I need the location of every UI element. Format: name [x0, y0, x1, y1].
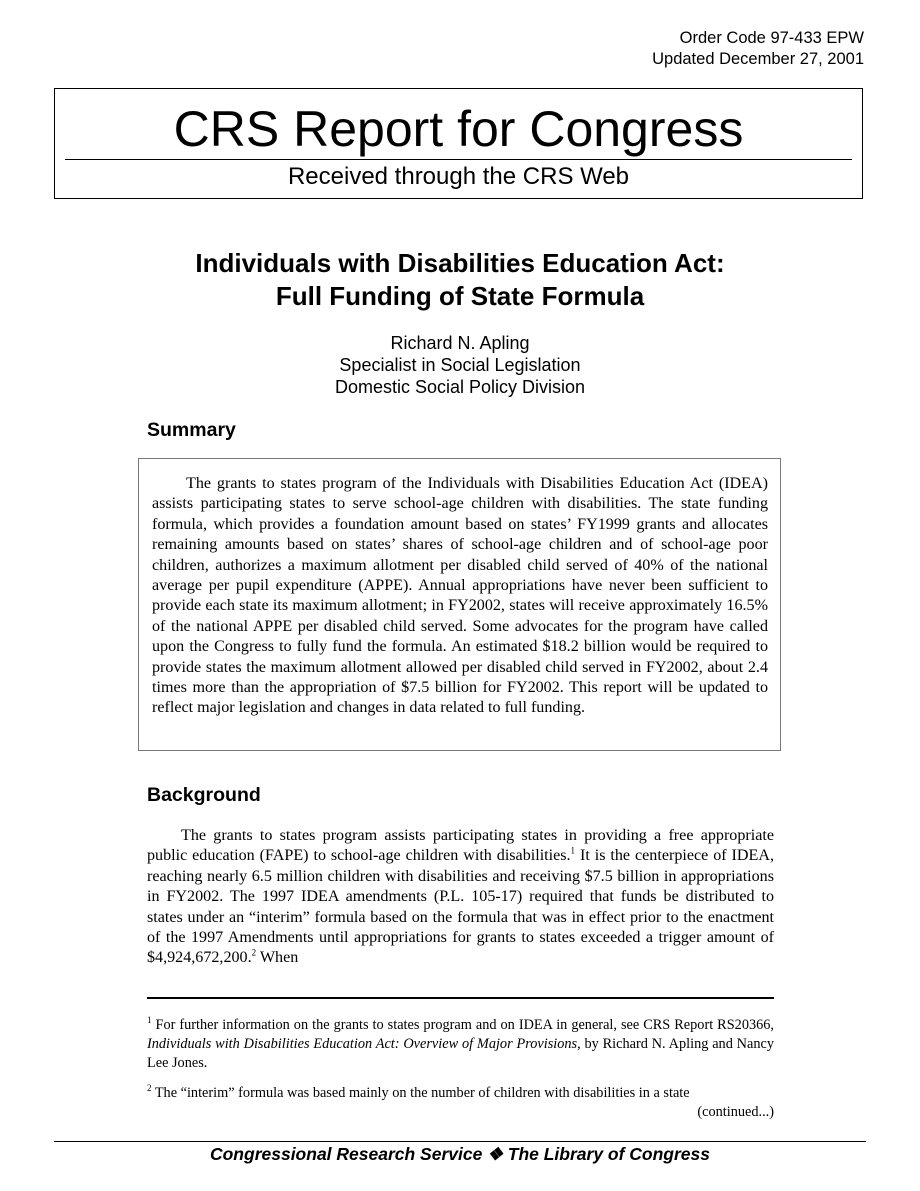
footnote-2-continued: (continued...): [697, 1104, 774, 1120]
background-text-part2: It is the centerpiece of IDEA, reaching nearly 6.5 million children with disabilities and receiving $7.5 billion in appropriations in FY2002. The 1997 IDEA amendments (P.L. 105-17) required that funds be distributed to states under an “interim” formula based on the formula that was in effect prior to the enactment of the 1997 Amendments until appropriations for grants to states exceeded a trigger amount of $4,924,672,200.: [147, 847, 774, 967]
background-text-part3: When: [256, 949, 299, 967]
footer-rule: [54, 1141, 866, 1142]
order-code: Order Code 97-433 EPW: [679, 29, 864, 47]
footnote-1-authors: , by Richard N. Apling and Nancy Lee Jones.: [147, 1036, 774, 1071]
footnote-1-mark: 1: [147, 1015, 152, 1026]
masthead-rule: [65, 159, 852, 160]
author-division: Domestic Social Policy Division: [334, 377, 586, 397]
report-title-line2: Full Funding of State Formula: [275, 281, 645, 311]
footnote-1-citation: Individuals with Disabilities Education Act: Overview of Major Provisions: [147, 1036, 578, 1052]
footnote-ref-1[interactable]: 1: [570, 846, 576, 857]
author-name: Richard N. Apling: [390, 333, 530, 353]
background-section: [147, 826, 774, 969]
summary-box: [138, 458, 781, 751]
summary-heading: Summary: [147, 419, 236, 441]
masthead: [54, 88, 863, 199]
author-block: [0, 332, 920, 398]
summary-text: The grants to states program of the Individuals with Disabilities Education Act (IDEA) assists participating states to serve school-age children with disabilities. The state funding formula, which provides a foundation amount based on states’ FY1999 grants and allocates remaining amounts based on states’ shares of school-age children and of school-age poor children, authorizes a maximum allotment per disabled child served of 40% of the national average per pupil expenditure (APPE). Annual appropriations have never been sufficient to provide each state its maximum allotment; in FY2002, states will receive approximately 16.5% of the national APPE per disabled child served. Some advocates for the program have called upon the Congress to fully fund the formula. An estimated $18.2 billion would be required to provide states the maximum allotment allowed per disabled child served in FY2002, about 2.4 times more than the appropriation of $7.5 billion for FY2002. This report will be updated to reflect major legislation and changes in data related to full funding.: [152, 475, 768, 717]
footnote-2-text: The “interim” formula was based mainly on the number of children with disabilities in a state: [151, 1085, 690, 1101]
masthead-subtitle: Received through the CRS Web: [287, 163, 630, 190]
footnote-1: [147, 1016, 774, 1073]
footnote-2: [147, 1084, 774, 1122]
report-title-line1: Individuals with Disabilities Education Act:: [195, 248, 725, 278]
footnote-2-mark: 2: [147, 1083, 152, 1094]
report-title: [0, 247, 920, 313]
page-footer: Congressional Research Service ❖ The Library of Congress: [209, 1144, 711, 1164]
background-heading: Background: [147, 784, 261, 806]
footnote-rule: [147, 997, 774, 999]
background-text: [147, 826, 774, 969]
author-title: Specialist in Social Legislation: [339, 355, 581, 375]
updated-date: Updated December 27, 2001: [652, 50, 864, 68]
masthead-title: CRS Report for Congress: [173, 101, 744, 157]
order-info: [652, 28, 864, 70]
footnote-1-text: For further information on the grants to states program and on IDEA in general, see CRS Report RS20366,: [151, 1017, 774, 1033]
background-text-part1: The grants to states program assists participating states in providing a free appropriate public education (FAPE) to school-age children with disabilities.: [147, 827, 774, 865]
footnote-ref-2[interactable]: 2: [251, 948, 257, 959]
